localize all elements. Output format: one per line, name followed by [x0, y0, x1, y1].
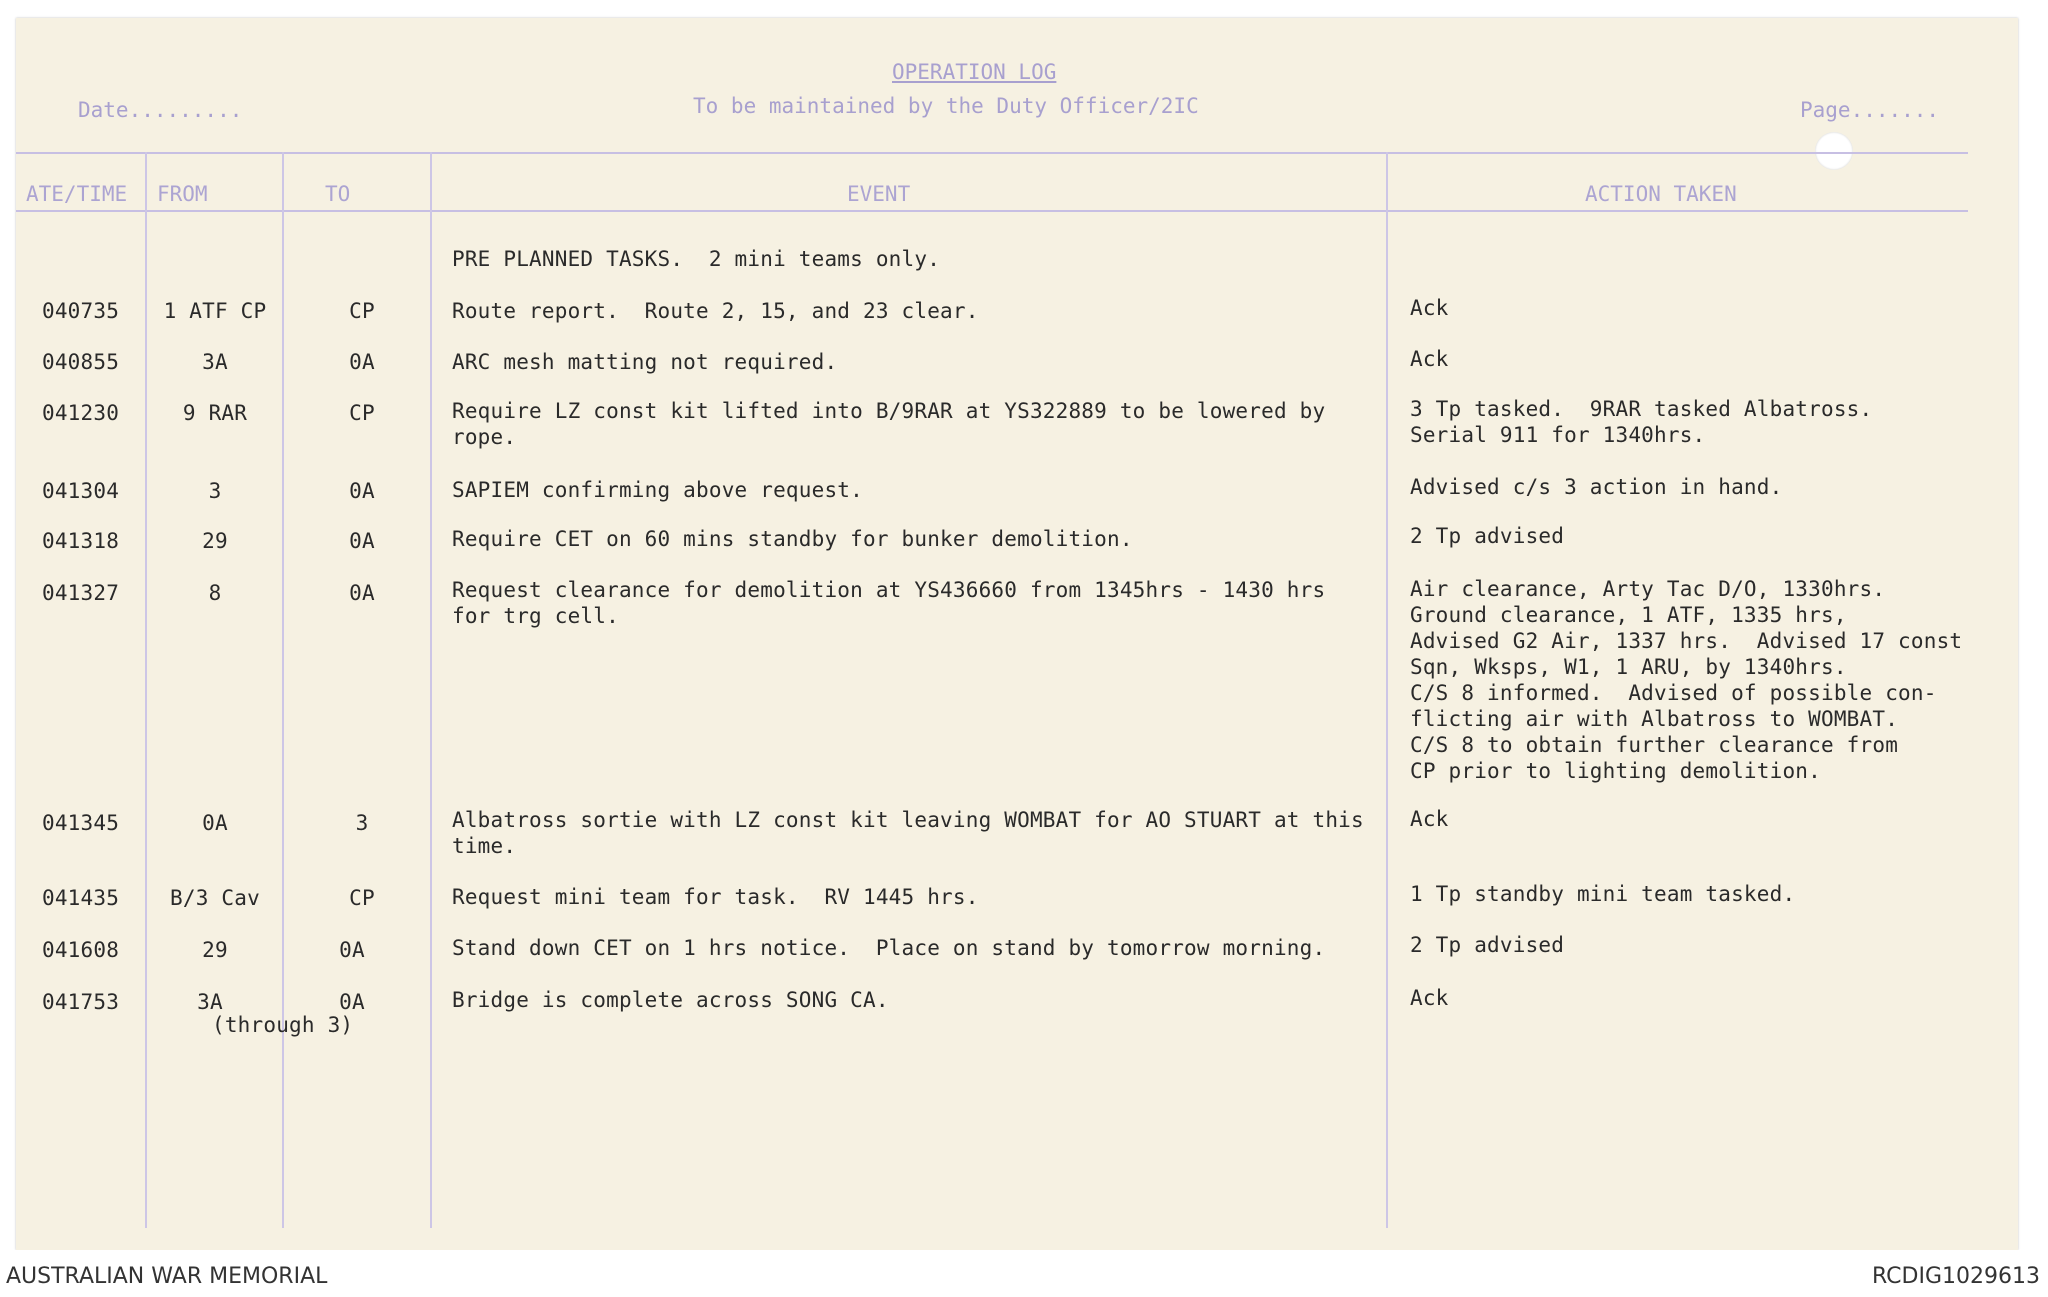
punch-hole — [1815, 132, 1853, 170]
form-title: OPERATION LOG — [892, 60, 1057, 84]
header-from: FROM — [157, 182, 208, 206]
row-time: 041753 — [42, 990, 120, 1014]
row-time: 041304 — [42, 479, 120, 503]
row-to: CP — [349, 299, 375, 323]
row-event: Albatross sortie with LZ const kit leaving WOMBAT for AO STUART at this time. — [452, 808, 1364, 858]
row-action: 1 Tp standby mini team tasked. — [1410, 882, 1796, 906]
row-from: 29 — [202, 938, 228, 962]
row-from: 9 RAR — [182, 401, 248, 425]
row-event: ARC mesh matting not required. — [452, 350, 838, 374]
row-to: 0A — [349, 350, 375, 374]
col-divider-1 — [145, 152, 147, 1228]
row-event: Request clearance for demolition at YS436660 from 1345hrs - 1430 hrs for trg cell. — [452, 578, 1326, 628]
row-event: Route report. Route 2, 15, and 23 clear. — [452, 299, 979, 323]
row-action: Air clearance, Arty Tac D/O, 1330hrs. Ground clearance, 1 ATF, 1335 hrs, Advised G2 Air, 1337 hrs. Advised 17 const Sqn, Wksps, W1, 1 ARU, by 1340hrs. C/S 8 informed. Advised of possible con- flicting air with Albatross to WOMBAT. C/S 8 to obtain further clearance from CP prior to lighting demolition. — [1410, 577, 1963, 783]
row-event: SAPIEM confirming above request. — [452, 478, 863, 502]
row-from: 0A — [202, 811, 228, 835]
row-time: 041345 — [42, 811, 120, 835]
row-action: 3 Tp tasked. 9RAR tasked Albatross. Serial 911 for 1340hrs. — [1410, 397, 1873, 447]
row-from: 3A — [202, 350, 228, 374]
row-event: Require CET on 60 mins standby for bunker demolition. — [452, 527, 1133, 551]
header-bottom-rule — [16, 210, 1968, 212]
preamble-text: PRE PLANNED TASKS. 2 mini teams only. — [452, 247, 941, 271]
col-divider-4 — [1386, 152, 1388, 1228]
row-action: Ack — [1410, 986, 1449, 1010]
row-action: Ack — [1410, 296, 1449, 320]
row-to: 0A — [349, 479, 375, 503]
row-event: Stand down CET on 1 hrs notice. Place on stand by tomorrow morning. — [452, 936, 1326, 960]
date-label: Date......... — [78, 98, 243, 122]
header-top-rule — [16, 152, 1968, 154]
row-from: 3A — [197, 990, 223, 1014]
row-to: 3 — [355, 811, 369, 835]
row-event: Require LZ const kit lifted into B/9RAR at YS322889 to be lowered by rope. — [452, 399, 1326, 449]
row-time: 041608 — [42, 938, 120, 962]
row-to: 0A — [339, 938, 365, 962]
row-action: 2 Tp advised — [1410, 933, 1565, 957]
row-time: 040735 — [42, 299, 120, 323]
row-time: 041318 — [42, 529, 120, 553]
row-to: CP — [349, 401, 375, 425]
row-event: Request mini team for task. RV 1445 hrs. — [452, 885, 979, 909]
footer-right: RCDIG1029613 — [1871, 1264, 2040, 1289]
row-to: CP — [349, 886, 375, 910]
row-time: 041435 — [42, 886, 120, 910]
row-time: 041230 — [42, 401, 120, 425]
header-to: TO — [325, 182, 351, 206]
row-action: 2 Tp advised — [1410, 524, 1565, 548]
row-to: 0A — [339, 990, 365, 1014]
header-event: EVENT — [847, 182, 911, 206]
page-label: Page....... — [1800, 98, 1940, 122]
row-time: 041327 — [42, 581, 120, 605]
row-from: 29 — [202, 529, 228, 553]
footer-left: AUSTRALIAN WAR MEMORIAL — [6, 1264, 328, 1289]
row-from: B/3 Cav — [170, 886, 260, 910]
row-from-note: (through 3) — [212, 1013, 354, 1037]
col-divider-2 — [282, 152, 284, 1228]
row-action: Ack — [1410, 807, 1449, 831]
row-to: 0A — [349, 529, 375, 553]
row-time: 040855 — [42, 350, 120, 374]
row-action: Advised c/s 3 action in hand. — [1410, 475, 1783, 499]
row-from: 8 — [208, 581, 222, 605]
row-to: 0A — [349, 581, 375, 605]
row-action: Ack — [1410, 347, 1449, 371]
row-from: 1 ATF CP — [163, 299, 267, 323]
form-subtitle: To be maintained by the Duty Officer/2IC — [693, 94, 1199, 118]
col-divider-3 — [430, 152, 432, 1228]
header-datetime: ATE/TIME — [26, 182, 128, 206]
row-from: 3 — [208, 479, 222, 503]
row-event: Bridge is complete across SONG CA. — [452, 988, 889, 1012]
header-action: ACTION TAKEN — [1585, 182, 1737, 206]
